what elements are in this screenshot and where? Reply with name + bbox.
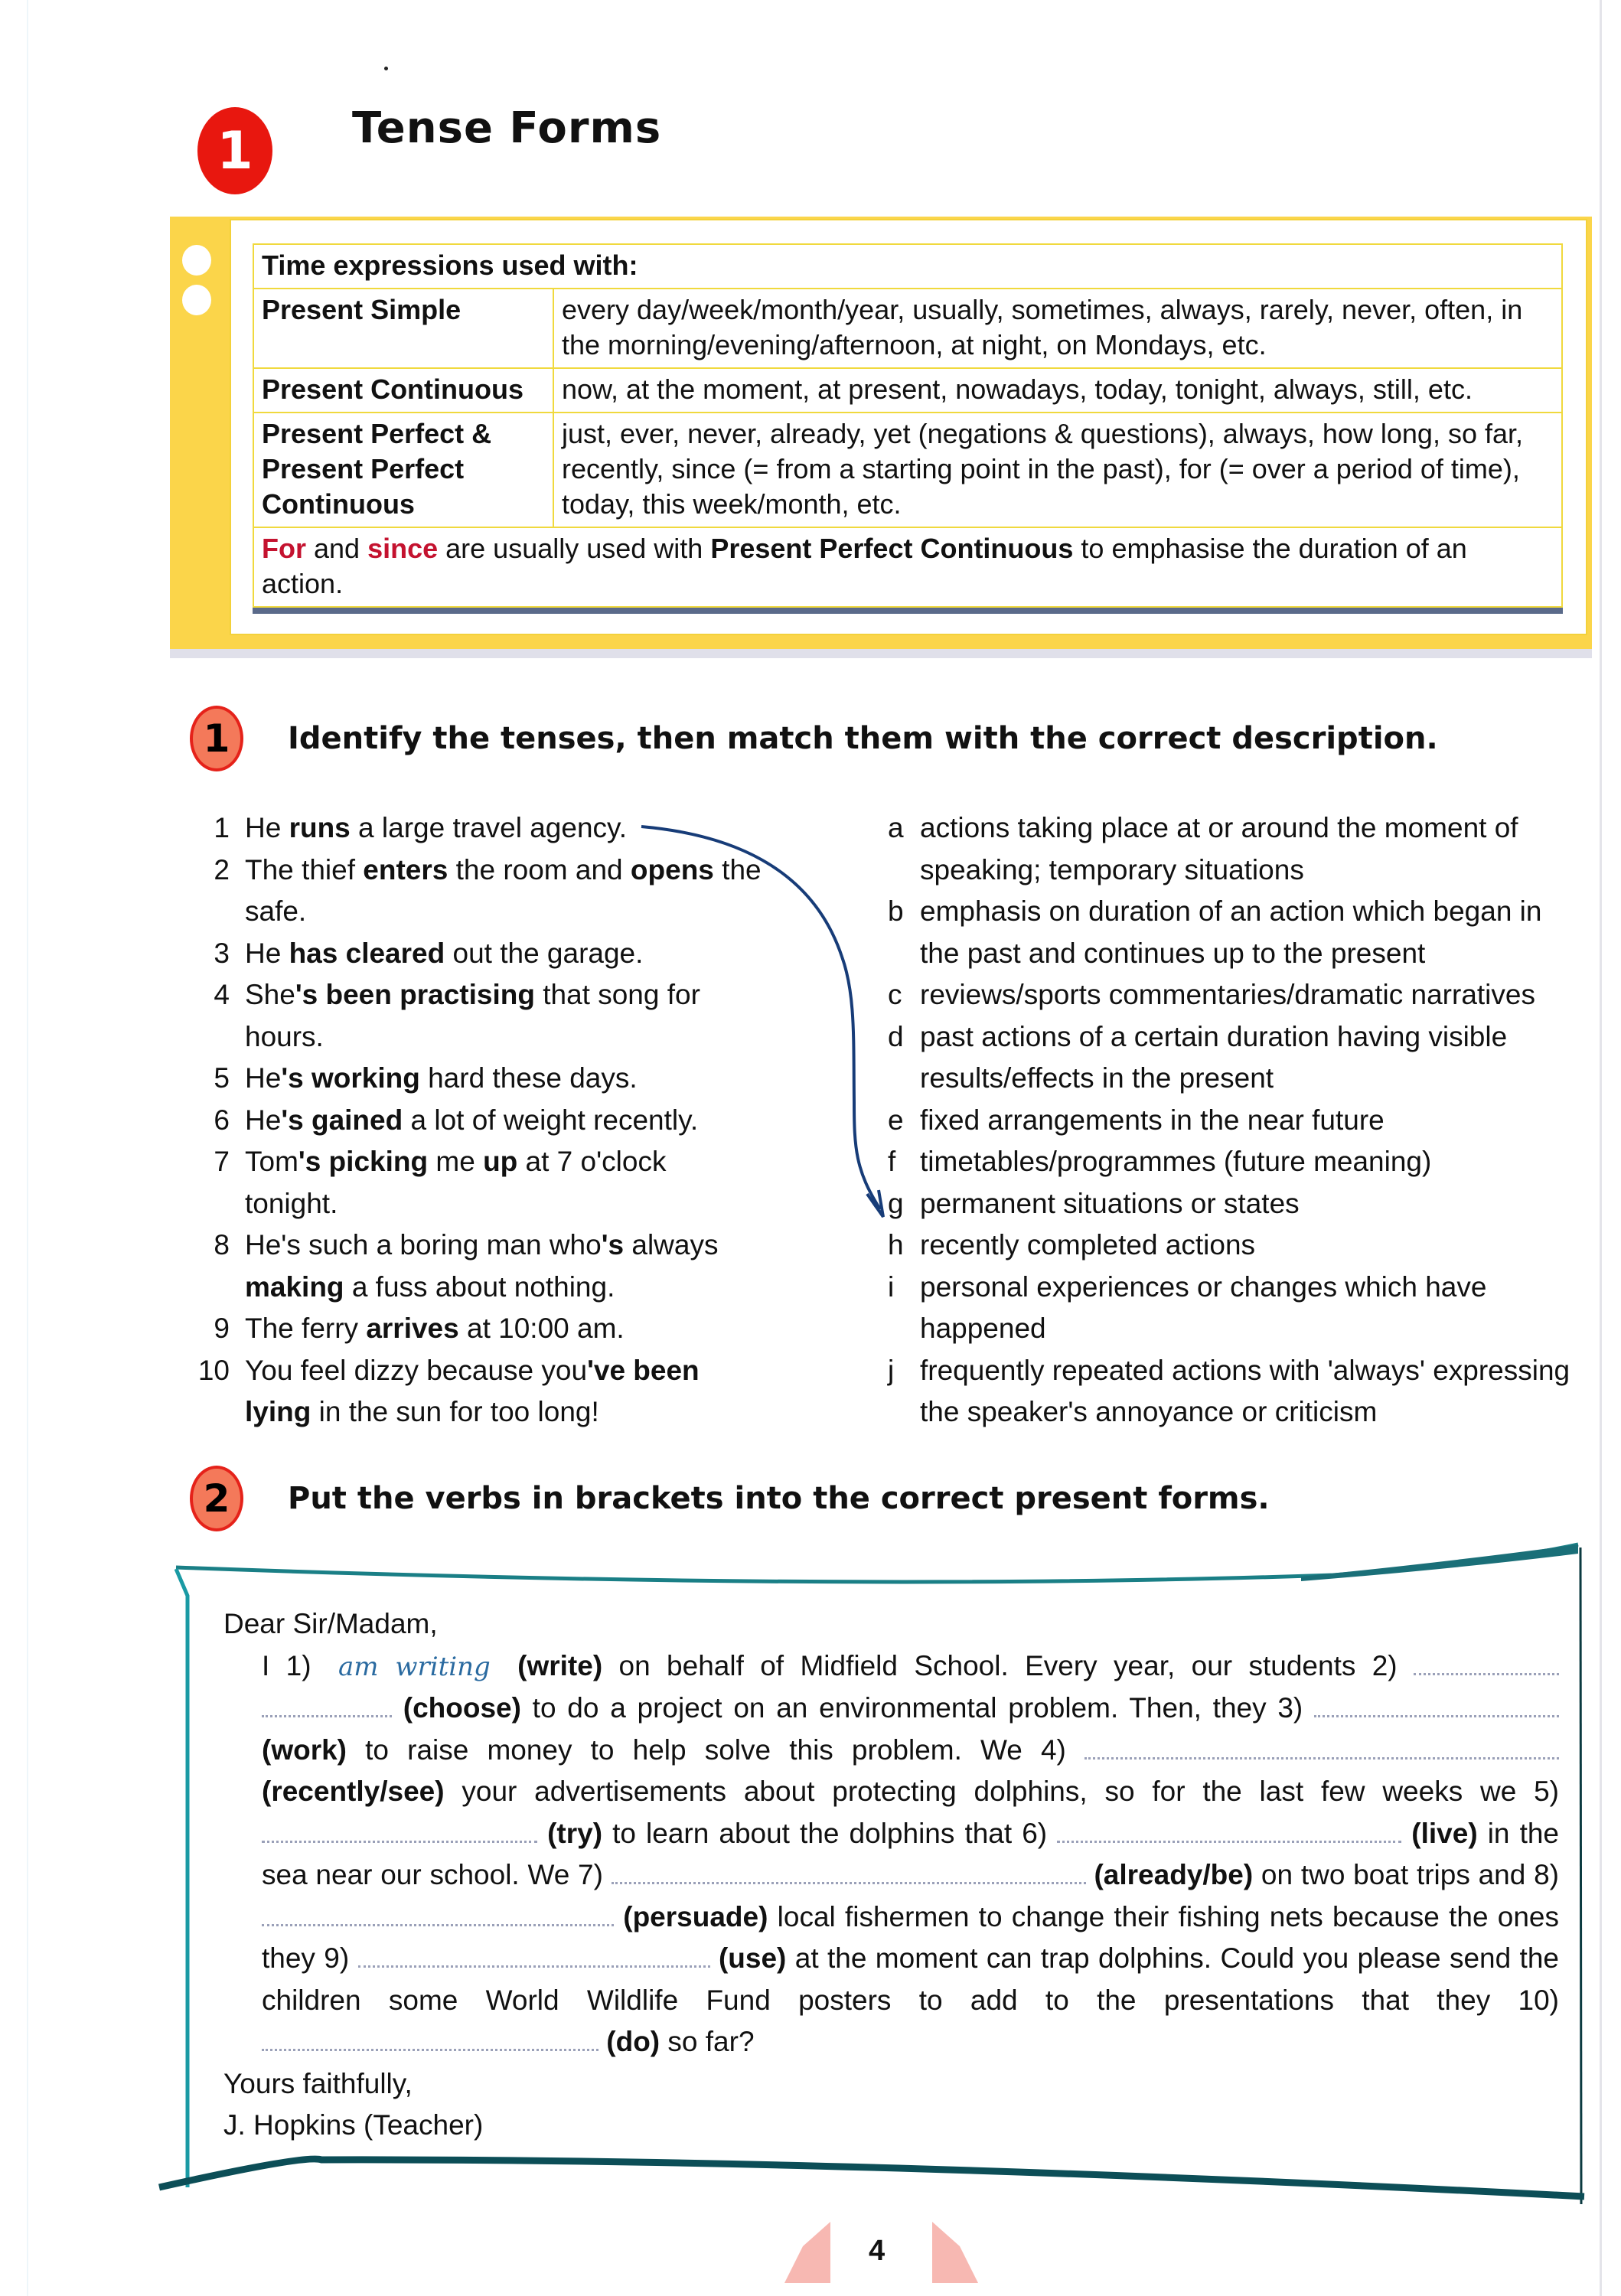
sentence-segment: at 10:00 am. [458, 1313, 625, 1344]
exercise-number: 2 [203, 1476, 230, 1521]
time-expressions: every day/week/month/year, usually, sometimes, always, rarely, never, often, in the morning/evening/afternoon, at night, on Mondays, etc. [553, 289, 1562, 368]
description-item [888, 807, 1577, 891]
sentence-segment: hard these days. [419, 1062, 638, 1094]
description-item [888, 1100, 1577, 1142]
sentence-segment: Tom [245, 1146, 298, 1177]
letter-text-segment: your advertisements about protecting dolphins, so for the last few weeks we 5) [444, 1776, 1559, 1807]
sentence-item [184, 1058, 765, 1100]
page-number-decoration [932, 2222, 978, 2283]
description-item [888, 1183, 1577, 1225]
page-edge-line [1600, 0, 1602, 2296]
verb-prompt: (choose) [403, 1692, 521, 1724]
sentence-segment: out the garage. [445, 937, 644, 969]
letter-closing: Yours faithfully, [223, 2067, 413, 2099]
unit-number-badge [197, 107, 272, 194]
sentence-segment: She [245, 979, 295, 1010]
sentence-item [184, 1141, 765, 1225]
description-letter: c [888, 979, 902, 1010]
description-letter: j [888, 1354, 895, 1386]
sentence-number: 5 [214, 1062, 230, 1094]
table-header: Time expressions used with: [253, 244, 1562, 289]
verb-prompt: (persuade) [623, 1900, 768, 1932]
keyword-for: For [262, 533, 306, 564]
sentence-segment: the room and [448, 853, 631, 885]
verb-prompt: (already/be) [1094, 1859, 1254, 1890]
answer-blank-10[interactable] [262, 2027, 598, 2051]
answer-blank-4[interactable] [1084, 1736, 1559, 1760]
sentence-item [184, 807, 765, 850]
verb-prompt: (live) [1411, 1817, 1478, 1849]
sentence-text [245, 1100, 765, 1142]
sentence-number: 4 [214, 979, 230, 1010]
description-text: personal experiences or changes which have happened [920, 1270, 1487, 1344]
exercise-instruction: Put the verbs in brackets into the correct present forms. [288, 1481, 1270, 1516]
letter-frame-top [176, 1544, 1578, 1582]
description-letter: f [888, 1146, 896, 1177]
answer-blank-7[interactable] [612, 1861, 1086, 1884]
exercise-number: 1 [203, 716, 230, 761]
tense-name: Present Perfect & Present Perfect Continuous [253, 413, 553, 527]
footer-text: and [306, 533, 368, 564]
description-letter: i [888, 1270, 895, 1303]
description-text: frequently repeated actions with 'always' expressing the speaker's annoyance or criticism [920, 1354, 1570, 1427]
verb-prompt: (use) [718, 1942, 787, 1974]
sentence-number: 6 [214, 1104, 230, 1136]
sentence-text [245, 933, 765, 975]
letter-frame-bottom [159, 2159, 1584, 2197]
sentence-text [245, 1058, 765, 1100]
answer-blank-5[interactable] [262, 1819, 537, 1843]
letter-signature: J. Hopkins (Teacher) [223, 2109, 484, 2141]
sentence-text [245, 850, 765, 933]
sentence-segment: that song for hours. [245, 979, 700, 1052]
description-text: past actions of a certain duration having visible results/effects in the present [920, 1020, 1508, 1094]
letter-body [223, 1645, 1559, 2063]
sentence-segment: He's such a boring man who [245, 1229, 602, 1261]
sentence-text [245, 1225, 765, 1308]
page-number-decoration [784, 2222, 830, 2283]
sentence-segment: The thief [245, 853, 364, 885]
highlighted-verb: opens [630, 853, 714, 885]
exercise-number-badge [190, 1466, 243, 1531]
unit-number: 1 [217, 120, 253, 181]
binder-hole-icon [182, 245, 211, 276]
highlighted-verb: 's picking [298, 1146, 429, 1177]
highlighted-verb: 's [601, 1229, 625, 1261]
sentence-segment: the safe. [245, 853, 762, 927]
highlighted-verb: has cleared [289, 937, 445, 969]
verb-prompt: (recently/see) [262, 1776, 445, 1807]
answer-blank-2-cont[interactable] [262, 1694, 392, 1717]
verb-prompt: (try) [547, 1817, 603, 1849]
description-text: emphasis on duration of an action which began in the past and continues up to the present [920, 895, 1542, 969]
highlighted-verb: arrives [366, 1313, 459, 1344]
letter-frame-right [1580, 1548, 1581, 2204]
sentence-number: 8 [214, 1229, 230, 1261]
description-text: actions taking place at or around the moment of speaking; temporary situations [920, 812, 1518, 885]
sentence-item [184, 1225, 765, 1308]
letter-frame-top-shade [1301, 1544, 1578, 1581]
answer-blank-8[interactable] [262, 1903, 614, 1926]
sentence-number: 3 [214, 937, 230, 969]
description-item [888, 891, 1577, 974]
highlighted-verb: up [483, 1146, 518, 1177]
verb-prompt: (do) [606, 2026, 660, 2057]
sentence-list [184, 807, 765, 1433]
verb-prompt: (write) [517, 1649, 603, 1681]
table-row [253, 368, 1562, 413]
sentence-text [245, 974, 765, 1058]
highlighted-verb: 's gained [281, 1104, 403, 1136]
description-letter: h [888, 1229, 904, 1261]
sentence-item [184, 974, 765, 1058]
sentence-segment: always [624, 1229, 719, 1261]
table-row [253, 413, 1562, 527]
sentence-segment: He [245, 937, 289, 969]
page-number: 4 [869, 2235, 886, 2267]
highlighted-verb: 's been practising [295, 979, 535, 1010]
description-item [888, 1267, 1577, 1350]
letter-text-segment: on two boat trips and 8) [1253, 1859, 1559, 1890]
description-letter: b [888, 895, 904, 927]
letter-text-segment: so far? [660, 2026, 755, 2057]
sentence-segment: a lot of weight recently. [403, 1104, 699, 1136]
footer-tense: Present Perfect Continuous [710, 533, 1074, 564]
time-expressions: just, ever, never, already, yet (negations & questions), always, how long, so far, recently, since (= from a starting point in the past), for (= over a period of time), today, this week/month, etc. [553, 413, 1562, 527]
sentence-item [184, 850, 765, 933]
sentence-item [184, 1350, 765, 1433]
sentence-number: 7 [214, 1146, 230, 1177]
sentence-segment: The ferry [245, 1313, 367, 1344]
sentence-text [245, 1308, 765, 1350]
description-text: fixed arrangements in the near future [920, 1104, 1385, 1136]
sentence-item [184, 1100, 765, 1142]
letter-text-segment: in the sea near our school. We 7) [262, 1817, 1560, 1890]
sentence-segment: a large travel agency. [350, 812, 628, 843]
tense-name: Present Continuous [253, 368, 553, 413]
sentence-number: 2 [214, 853, 230, 885]
highlighted-verb: 've been lying [245, 1354, 700, 1427]
footer-text: to emphasise the duration of an action. [262, 533, 1467, 599]
sentence-number: 9 [214, 1313, 230, 1344]
letter-text-segment: to raise money to help solve this problem. We 4) [347, 1733, 1066, 1766]
tense-name: Present Simple [253, 289, 553, 368]
keyword-since: since [367, 533, 439, 564]
description-item [888, 974, 1577, 1016]
description-text: recently completed actions [920, 1229, 1256, 1261]
sentence-item [184, 933, 765, 975]
highlighted-verb: making [245, 1270, 344, 1303]
table-footer-row [253, 527, 1562, 607]
arrowhead-icon [867, 1190, 883, 1217]
description-letter: d [888, 1020, 904, 1052]
answer-blank-3[interactable] [1314, 1694, 1559, 1717]
description-letter: a [888, 812, 904, 843]
sentence-text [245, 1350, 765, 1433]
sentence-segment: He [245, 812, 289, 843]
letter-text-segment: to do a project on an environmental problem. Then, they 3) [520, 1692, 1303, 1724]
highlighted-verb: runs [289, 812, 351, 843]
description-text: reviews/sports commentaries/dramatic narratives [920, 979, 1535, 1010]
letter-frame-left [176, 1569, 188, 2187]
highlighted-verb: enters [363, 853, 448, 885]
description-item [888, 1350, 1577, 1433]
letter-text-segment: to learn about the dolphins that 6) [602, 1817, 1048, 1849]
sentence-segment: You feel dizzy because you [245, 1354, 588, 1386]
sentence-segment: at 7 o'clock tonight. [245, 1146, 667, 1219]
letter-text-segment: on behalf of Midfield School. Every year, our students 2) [602, 1649, 1398, 1681]
exercise-instruction: Identify the tenses, then match them with the correct description. [288, 721, 1438, 756]
sentence-number: 1 [214, 812, 230, 843]
letter-text-segment: local fishermen to change their fishing nets because the ones they 9) [262, 1900, 1560, 1974]
stray-dot [384, 67, 388, 70]
verb-prompt: (work) [262, 1733, 347, 1766]
description-list [888, 807, 1577, 1433]
description-item [888, 1225, 1577, 1267]
highlighted-verb: 's working [281, 1062, 420, 1094]
letter-text-segment: at the moment can trap dolphins. Could you please send the children some World Wildlife Fund posters to add to the presentations that they 10) [262, 1942, 1559, 2016]
filled-answer-1[interactable]: am writing [338, 1651, 491, 1682]
unit-title: Tense Forms [352, 103, 662, 153]
sentence-segment: in the sun for too long! [311, 1396, 599, 1427]
sentence-segment: He [245, 1104, 282, 1136]
answer-blank-6[interactable] [1057, 1819, 1401, 1843]
sentence-segment: He [245, 1062, 282, 1094]
table-row [253, 289, 1562, 368]
description-letter: g [888, 1187, 904, 1219]
answer-blank-2[interactable] [1414, 1652, 1559, 1675]
sentence-segment: me [428, 1146, 484, 1177]
sentence-number: 10 [197, 1354, 230, 1386]
letter-text-segment: I 1) [262, 1649, 311, 1681]
binder-hole-icon [182, 285, 211, 315]
description-text: timetables/programmes (future meaning) [920, 1146, 1432, 1177]
sentence-text [245, 1141, 765, 1225]
table-footer-note [253, 527, 1562, 607]
exercise-number-badge [190, 706, 243, 771]
letter-greeting: Dear Sir/Madam, [223, 1608, 438, 1639]
sentence-text [245, 807, 765, 850]
description-item [888, 1016, 1577, 1100]
description-item [888, 1141, 1577, 1183]
description-text: permanent situations or states [920, 1187, 1300, 1219]
sentence-item [184, 1308, 765, 1350]
description-letter: e [888, 1104, 904, 1136]
sentence-segment: a fuss about nothing. [344, 1270, 615, 1303]
page-margin-line [27, 0, 28, 2296]
letter-text [223, 1603, 1559, 2147]
table-header-row [253, 244, 1562, 289]
tense-expressions-table [253, 243, 1563, 608]
answer-blank-9[interactable] [358, 1944, 710, 1968]
footer-text: are usually used with [438, 533, 711, 564]
time-expressions: now, at the moment, at present, nowadays, today, tonight, always, still, etc. [553, 368, 1562, 413]
